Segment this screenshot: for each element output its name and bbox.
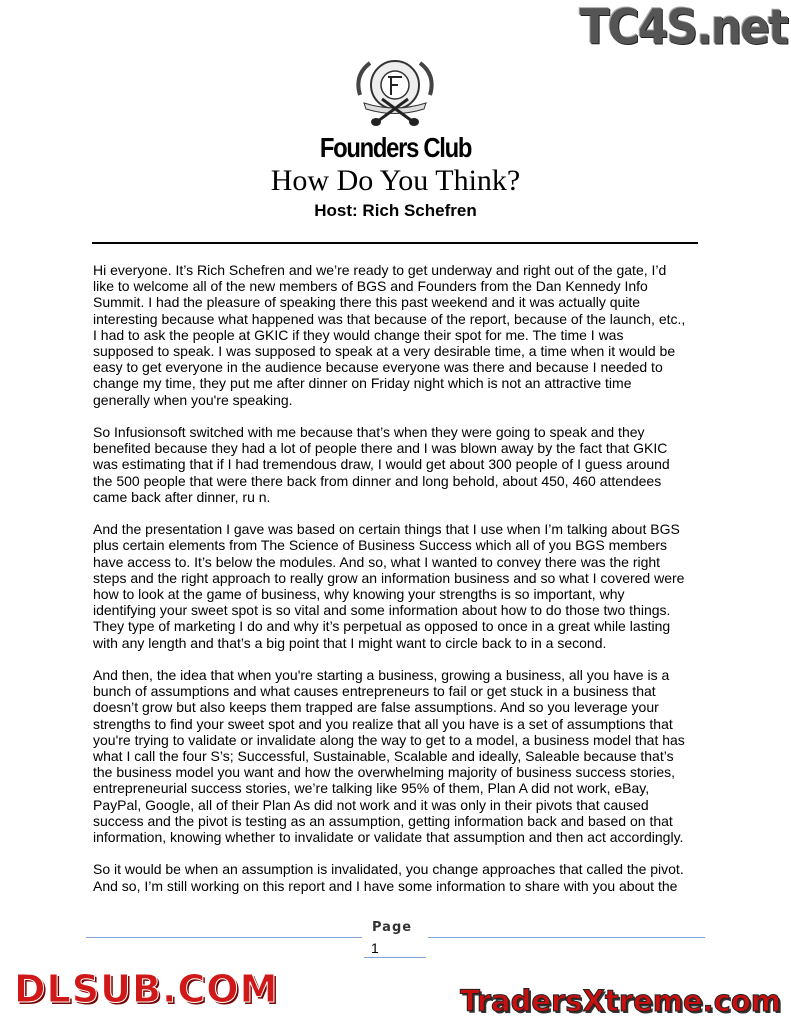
text-line: information, knowing whether to invalidate or validate that assumption and then act accordingly. <box>93 829 684 846</box>
founders-club-logo <box>350 55 440 127</box>
text-line: So Infusionsoft switched with me because that’s when they were going to speak and they <box>93 424 645 441</box>
text-line: I had to ask the people at GKIC if they would change their spot for me. The time I was <box>93 326 624 343</box>
document-body <box>93 262 713 910</box>
text-line: identifying your sweet spot is so vital and some information about how to do those two things. <box>93 602 671 619</box>
page-label: Page <box>372 920 413 935</box>
footer-rule-left <box>86 937 362 938</box>
text-line: plus certain elements from The Science of Business Success which all of you BGS members <box>93 537 667 554</box>
text-line: generally when you're speaking. <box>93 391 293 408</box>
text-line: the business model you want and how the overwhelming majority of business success stories, <box>93 764 676 781</box>
footer-rule-right <box>428 937 705 938</box>
page-number-underline <box>364 957 426 958</box>
text-line: with any length and that’s a big point that I might want to circle back to in a second. <box>93 634 607 651</box>
page-title: How Do You Think? <box>270 164 521 197</box>
text-line: easy to get everyone in the audience because everyone was there and because I needed to <box>93 359 663 376</box>
text-line: bunch of assumptions and what causes entrepreneurs to fail or get stuck in a business that <box>93 683 656 700</box>
dlsub-watermark: DLSUB.COM <box>14 967 279 1011</box>
club-name: Founders Club <box>319 132 472 163</box>
text-line: Summit. I had the pleasure of speaking there this past weekend and it was actually quite <box>93 294 641 311</box>
paragraph <box>93 521 713 651</box>
text-line: you're trying to validate or invalidate along the way to get to a model, a business model that has <box>93 731 685 748</box>
paragraph <box>93 424 713 505</box>
host-line: Host: Rich Schefren <box>314 201 477 220</box>
header-divider <box>92 242 698 244</box>
text-line: came back after dinner, ru n. <box>93 488 271 505</box>
text-line: supposed to speak. I was supposed to speak at a very desirable time, a time when it would be <box>93 343 676 360</box>
text-line: steps and the right approach to really grow an information business and so what I covered were <box>93 569 685 586</box>
paragraph <box>93 262 713 408</box>
page-number: 1 <box>371 940 379 956</box>
text-line: And then, the idea that when you're starting a business, growing a business, all you have is a <box>93 667 670 684</box>
text-line: And so, I’m still working on this report and I have some information to share with you about the <box>93 877 678 894</box>
text-line: strengths to find your sweet spot and you realize that all you have is a set of assumptions that <box>93 715 673 732</box>
text-line: interesting because what happened was that because of the report, because of the launch, etc., <box>93 310 686 327</box>
paragraph <box>93 667 713 845</box>
text-line: benefited because they had a lot of people there and I was blown away by the fact that GKIC <box>93 440 668 457</box>
text-line: doesn’t grow but also keeps them trapped are false assumptions. And so you leverage your <box>93 699 659 716</box>
text-line: like to welcome all of the new members of BGS and Founders from the Dan Kennedy Info <box>93 278 648 295</box>
text-line: So it would be when an assumption is invalidated, you change approaches that called the pivot. <box>93 861 684 878</box>
text-line: was estimating that if I had tremendous draw, I would get about 300 people of I guess around <box>93 456 670 473</box>
text-line: the 500 people that were there back from dinner and long behold, about 450, 460 attendees <box>93 472 662 489</box>
tradersxtreme-watermark: TradersXtreme.com <box>460 984 781 1018</box>
text-line: how to look at the game of business, why knowing your strengths is so important, why <box>93 586 625 603</box>
text-line: change my time, they put me after dinner on Friday night which is not an attractive time <box>93 375 632 392</box>
text-line: And the presentation I gave was based on certain things that I use when I’m talking about BGS <box>93 521 680 538</box>
text-line: PayPal, Google, all of their Plan As did not work and it was only in their pivots that caused <box>93 796 649 813</box>
text-line: entrepreneurial success stories, we’re talking like 95% of them, Plan A did not work, eBay, <box>93 780 650 797</box>
text-line: Hi everyone. It’s Rich Schefren and we’re ready to get underway and right out of the gate, I’d <box>93 262 667 278</box>
text-line: They type of marketing I do and why it’s perpetual as opposed to once in a great while lasting <box>93 618 671 635</box>
tc4s-watermark: TC4S.net <box>579 0 787 56</box>
text-line: what I call the four S’s; Successful, Sustainable, Scalable and ideally, Saleable because that’s <box>93 748 674 765</box>
text-line: success and the pivot is testing as an assumption, getting information back and based on that <box>93 812 673 829</box>
text-line: have access to. It’s below the modules. And so, what I wanted to convey there was the right <box>93 553 661 570</box>
paragraph <box>93 861 713 893</box>
